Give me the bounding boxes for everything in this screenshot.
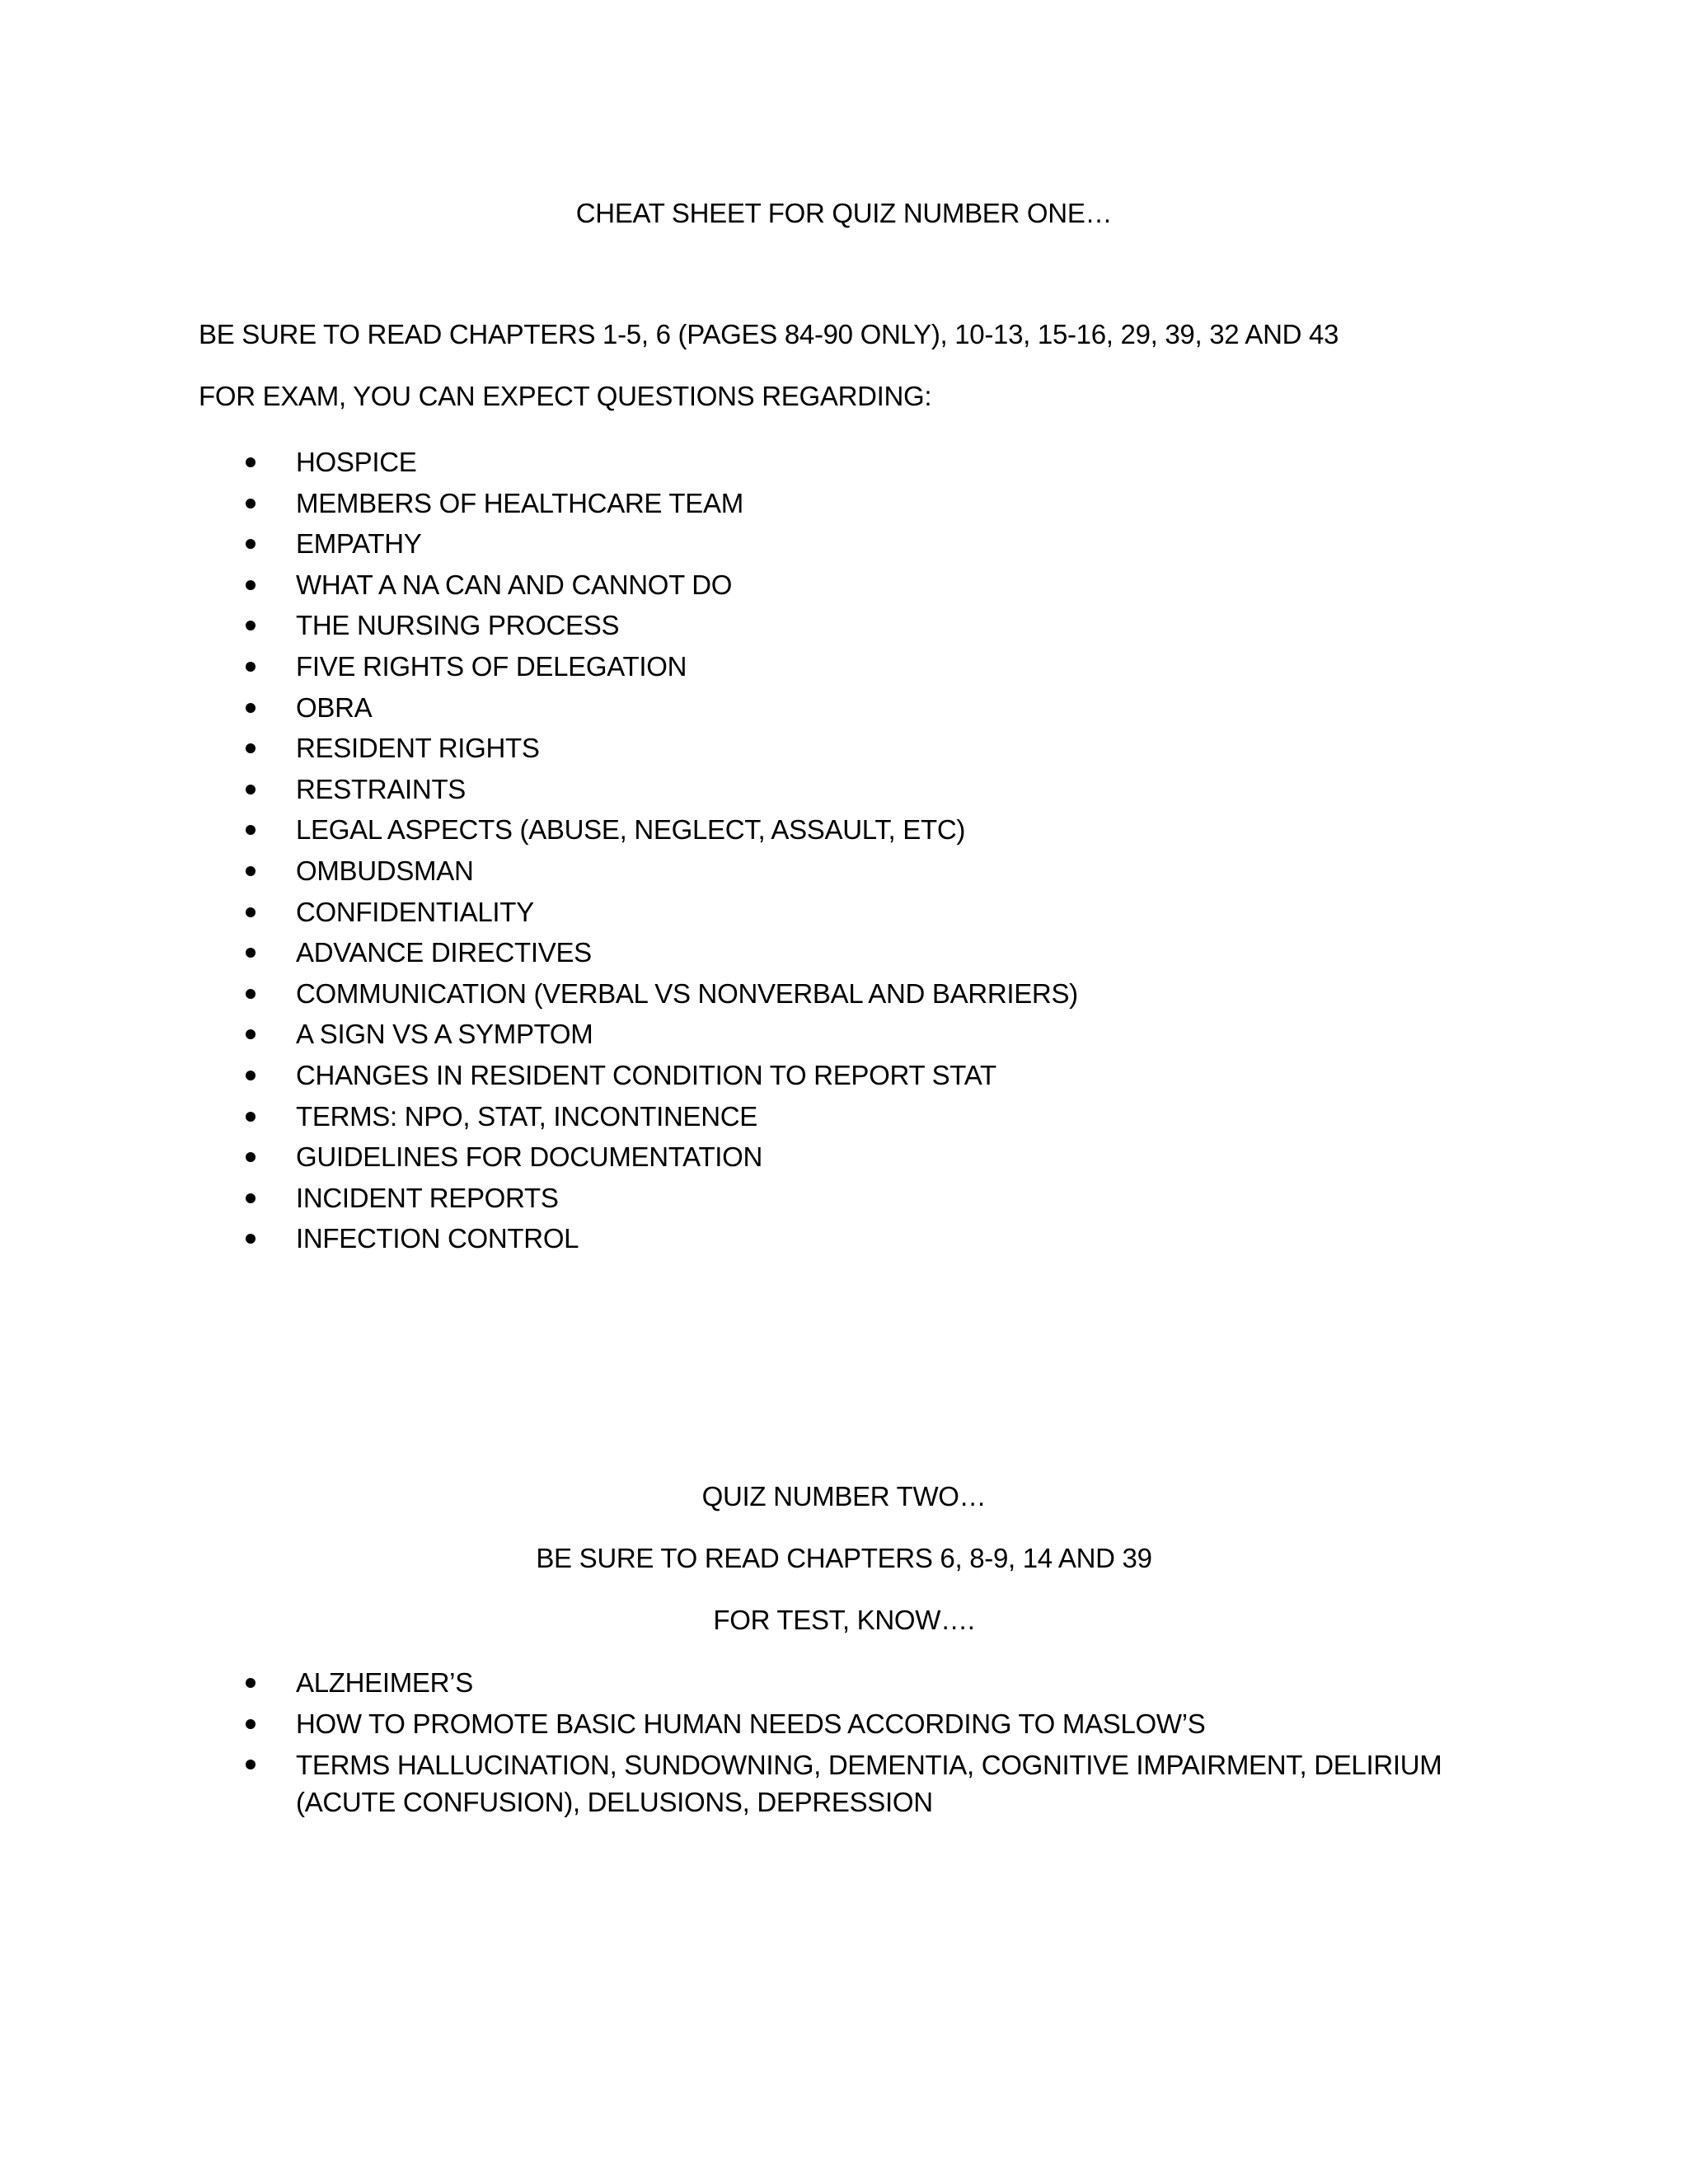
bullet-icon — [246, 499, 256, 509]
list-item — [0, 1059, 1688, 1100]
list-item-text: INCIDENT REPORTS — [296, 1182, 559, 1213]
list-item-text: LEGAL ASPECTS (ABUSE, NEGLECT, ASSAULT, ETC) — [296, 814, 966, 846]
list-item-text: COMMUNICATION (VERBAL VS NONVERBAL AND BARRIERS) — [296, 977, 1078, 1009]
bullet-icon — [246, 743, 256, 753]
list-item — [0, 1708, 1688, 1749]
quiz-one-title: CHEAT SHEET FOR QUIZ NUMBER ONE… — [575, 198, 1113, 228]
list-item — [0, 487, 1688, 528]
list-item-text: MEMBERS OF HEALTHCARE TEAM — [296, 487, 743, 518]
bullet-icon — [246, 1760, 256, 1769]
list-item — [0, 732, 1688, 773]
list-item — [0, 650, 1688, 691]
bullet-icon — [246, 580, 256, 590]
list-item — [0, 569, 1688, 610]
list-item-text: FIVE RIGHTS OF DELEGATION — [296, 650, 687, 682]
list-item — [0, 855, 1688, 896]
list-item-text: RESIDENT RIGHTS — [296, 733, 540, 764]
bullet-icon — [246, 785, 256, 794]
list-item — [0, 446, 1688, 487]
list-item-text: TERMS: NPO, STAT, INCONTINENCE — [296, 1100, 757, 1132]
quiz-two-intro: FOR TEST, KNOW…. — [713, 1605, 975, 1635]
list-item-text: CONFIDENTIALITY — [296, 896, 534, 927]
quiz-two-title: QUIZ NUMBER TWO… — [701, 1481, 987, 1511]
bullet-icon — [246, 989, 256, 999]
bullet-icon — [246, 907, 256, 917]
bullet-icon — [246, 703, 256, 713]
list-item — [0, 1748, 1688, 1822]
list-item-text: INFECTION CONTROL — [296, 1223, 579, 1254]
list-item-text: A SIGN VS A SYMPTOM — [296, 1019, 593, 1050]
list-item — [0, 1100, 1688, 1141]
bullet-icon — [246, 1152, 256, 1162]
quiz-one-intro: FOR EXAM, YOU CAN EXPECT QUESTIONS REGARDING: — [199, 381, 932, 411]
bullet-icon — [246, 1029, 256, 1039]
list-item — [0, 936, 1688, 977]
list-item — [0, 691, 1688, 733]
list-item — [0, 977, 1688, 1019]
list-item — [0, 1222, 1688, 1263]
list-item — [0, 813, 1688, 855]
bullet-icon — [246, 1193, 256, 1203]
list-item-text: OMBUDSMAN — [296, 855, 474, 886]
bullet-icon — [246, 457, 256, 467]
bullet-icon — [246, 662, 256, 672]
list-item-text: HOSPICE — [296, 447, 417, 477]
list-item — [0, 1182, 1688, 1223]
bullet-icon — [246, 1112, 256, 1122]
list-item — [0, 1018, 1688, 1059]
bullet-icon — [246, 1071, 256, 1080]
bullet-icon — [246, 539, 256, 549]
list-item — [0, 609, 1688, 650]
quiz-one-reading: BE SURE TO READ CHAPTERS 1-5, 6 (PAGES 84-90 ONLY), 10-13, 15-16, 29, 39, 32 AND 43 — [199, 319, 1339, 349]
bullet-icon — [246, 825, 256, 835]
bullet-icon — [246, 1719, 256, 1729]
list-item-text: WHAT A NA CAN AND CANNOT DO — [296, 569, 733, 600]
list-item-text: GUIDELINES FOR DOCUMENTATION — [296, 1141, 763, 1173]
quiz-two-topic-list — [0, 1666, 1688, 1822]
quiz-two-reading: BE SURE TO READ CHAPTERS 6, 8-9, 14 AND 39 — [536, 1543, 1152, 1573]
list-item-text: TERMS HALLUCINATION, SUNDOWNING, DEMENTIA, COGNITIVE IMPAIRMENT, DELIRIUM (ACUTE CONFUSION), DELUSIONS, DEPRESSION — [296, 1750, 1442, 1818]
list-item-text: HOW TO PROMOTE BASIC HUMAN NEEDS ACCORDING TO MASLOW’S — [296, 1708, 1206, 1739]
list-item — [0, 1666, 1688, 1708]
bullet-icon — [246, 621, 256, 630]
list-item — [0, 896, 1688, 937]
bullet-icon — [246, 1678, 256, 1688]
list-item-text: RESTRAINTS — [296, 773, 467, 804]
list-item — [0, 527, 1688, 569]
bullet-icon — [246, 866, 256, 876]
list-item — [0, 1141, 1688, 1182]
list-item-text: ALZHEIMER’S — [296, 1667, 473, 1698]
list-item — [0, 773, 1688, 814]
quiz-one-topic-list — [0, 446, 1688, 1263]
list-item-text: CHANGES IN RESIDENT CONDITION TO REPORT STAT — [296, 1059, 996, 1090]
list-item-text: ADVANCE DIRECTIVES — [296, 937, 592, 968]
list-item-text: EMPATHY — [296, 528, 422, 560]
list-item-text: THE NURSING PROCESS — [296, 610, 620, 641]
bullet-icon — [246, 948, 256, 958]
bullet-icon — [246, 1234, 256, 1244]
list-item-text: OBRA — [296, 691, 373, 723]
